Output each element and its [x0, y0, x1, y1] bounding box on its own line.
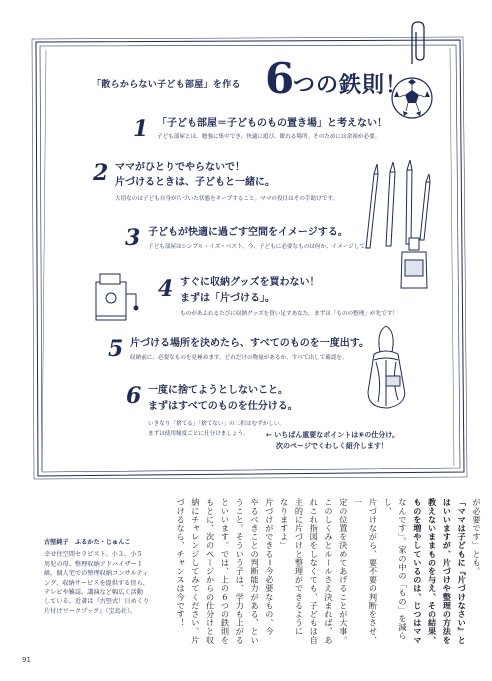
body-column-line: といいます。では、上の６つの鉄則を: [220, 498, 231, 645]
body-column-line: 片づけながら、要不要の判断をさせ、一: [353, 498, 379, 645]
author-name: 古堅純子 ふるかた・じゅんこ: [44, 539, 131, 546]
body-column-line: 定の位置を決めてあげることが大事。: [338, 498, 349, 645]
glue-tube-icon: [396, 236, 432, 292]
rule-4-number: 4: [158, 276, 174, 302]
note-line1: ← いちばん重要なポイントは⑥の仕分け。: [266, 431, 399, 439]
body-column-line: 主的に片づけと整理ができるように: [294, 498, 305, 636]
author-bio-line: 男児の母。整理収納アドバイザー１: [44, 560, 143, 568]
rule-3-desc: 子ども部屋はシンプル・イズ・ベスト。今、子どもに必要なものは何か、イメージして。: [148, 244, 371, 250]
rule-1-title: 「子ども部屋＝子どものもの置き場」と考えない！: [157, 118, 387, 129]
body-column-line: が必要です」とも。: [472, 498, 482, 576]
rule-2-title-line1: ママがひとりでやらないで！: [115, 162, 245, 173]
author-bio-line: 片付けワークブック』（宝島社）。: [44, 607, 137, 615]
body-column-line: なんです」。家の中の「もの」を減らし、: [383, 498, 409, 641]
note-line2: 次のページでくわしく紹介します！: [276, 442, 388, 450]
heading-prefix: 「散らからない子ども部屋」を作る: [92, 80, 241, 90]
rule-5-title: 片づける場所を決めたら、すべてのものを一度出す。: [130, 338, 369, 349]
author-bio-line: ング、収納サービスを提供する傍ら、: [44, 579, 149, 587]
rule-6-desc-line1: いきなり「捨てる」「捨てない」の二択はむずかしい。: [148, 421, 286, 427]
body-column-line: 「ママは子どもに『片づけなさい』と: [457, 498, 468, 645]
body-column: [176, 498, 484, 648]
body-column-text: [173, 498, 484, 648]
drawstring-bag-icon: [356, 322, 418, 414]
page-number: 91: [22, 656, 31, 664]
rule-5-number: 5: [108, 336, 124, 362]
body-column-line: このしくみとルールさえ決まれば、あ: [324, 498, 335, 645]
rule-4-title-line2: まずは「片づける」。: [180, 293, 275, 304]
body-column-line: なりますよ」: [279, 498, 290, 550]
author-bio-line: 幸せ住空間セラピスト。小３、小５: [44, 551, 143, 559]
rule-3-title: 子どもが快適に過ごす空間をイメージする。: [148, 227, 348, 238]
rule-6-title-line2: まずはすべてのものを仕分ける。: [148, 401, 298, 412]
rule-2-desc: 大切なのは子ども自身が片づいた状態をキープすること。ママの役目はその手助けです。: [115, 196, 339, 202]
body-column-line: 片づけができる＝今必要なもの、今: [264, 498, 275, 636]
rule-3-number: 3: [125, 225, 141, 251]
rule-4-desc: ものがあふれるたびに収納グッズを買い足すあなた。まずは「ものの整理」が先です！: [180, 311, 398, 317]
body-column-line: はいいますが、片づけや整理の方法を: [442, 498, 453, 645]
rule-2-number: 2: [93, 160, 109, 186]
author-bio-line: 級。個人宅での整理収納コンサルティ: [44, 570, 149, 578]
rule-1-desc: 子ども部屋とは、勉強に集中でき、快適に遊び、眠れる場所。そのためには余裕が必要。: [157, 134, 381, 140]
paper-clip-icon: [404, 20, 430, 66]
rule-5-desc: 収納前に、必要なものを見極めます。どれだけの物量があるか、すべて出して確認を。: [130, 355, 348, 361]
body-column-line: うこと。そういう子は、学力も上がる: [235, 498, 246, 645]
rule-6-title-line1: 一度に捨てようとしないこと。: [148, 385, 288, 396]
rule-6-number: 6: [126, 383, 142, 409]
body-column-line: やるべきことの判断能力がある、とい: [250, 498, 261, 645]
body-column-line: 納にチャレンジしてみてください。片: [190, 498, 201, 645]
rule-2-title-line2: 片づけるときは、子どもと一緒に。: [115, 177, 275, 188]
heading-suffix: つの鉄則！: [293, 73, 409, 98]
body-column-line: ものを増やしているのは、じつはママ: [412, 498, 423, 645]
author-bio-line: テレビや雑誌、講演など幅広く活動: [44, 589, 143, 597]
heading-big-number: 6: [265, 54, 295, 103]
rule-1-number: 1: [133, 116, 149, 142]
rule-4-title-line1: すぐに収納グッズを買わない！: [180, 277, 320, 288]
body-column-line: もとに、次のページからの仕分けと収: [205, 498, 216, 645]
author-bio: [44, 550, 194, 616]
author-bio-line: している。近著は『古堅式！日めくり: [44, 598, 150, 606]
rule-6-desc-line2: まずは使用頻度ごとに仕分けましょう。: [148, 431, 249, 437]
body-column-line: 教えないままものを与え、その結果、: [427, 498, 438, 645]
author-profile: [44, 538, 194, 616]
body-column-line: づけるなら、チャンスは今です！: [176, 498, 187, 627]
pencil-sharpener-icon: [88, 270, 140, 326]
body-column-line: れこれ指図をしなくても、子どもは自: [309, 498, 320, 645]
